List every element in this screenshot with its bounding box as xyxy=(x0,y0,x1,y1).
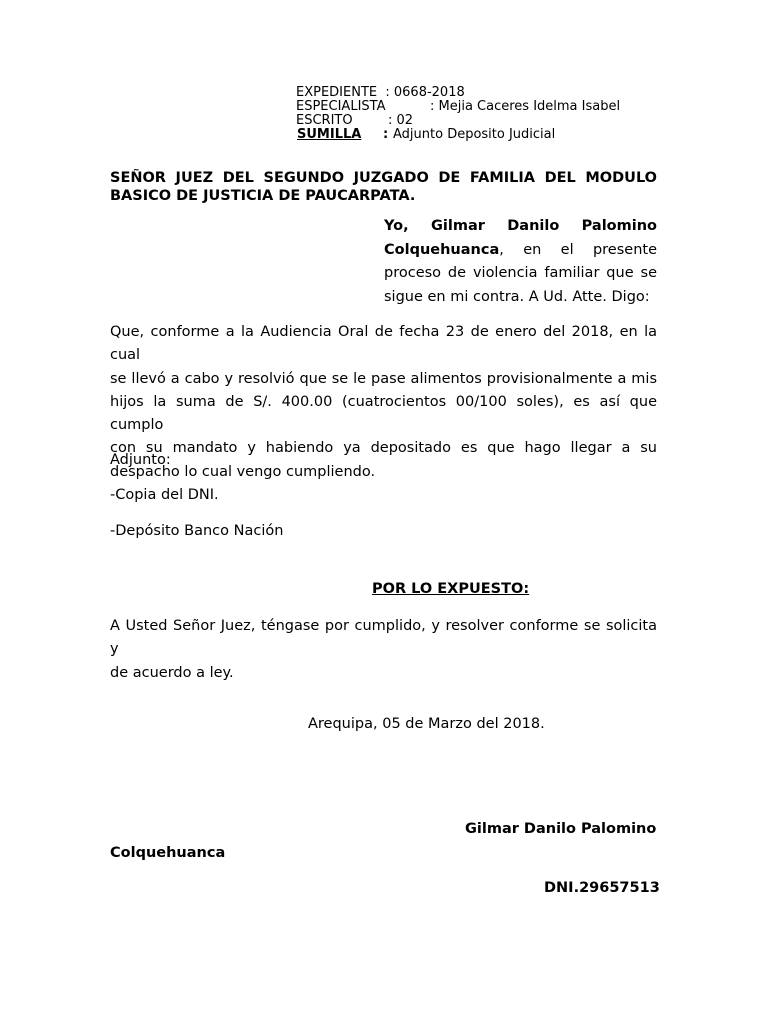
intro-line-4: sigue en mi contra. A Ud. Atte. Digo: xyxy=(384,288,650,305)
attachment-item-2: -Depósito Banco Nación xyxy=(110,523,284,539)
addressee-line-1 xyxy=(110,170,657,186)
body-line-3: hijos la suma de S/. 400.00 (cuatrocientos 00/100 soles), es así que cumplo xyxy=(110,393,657,434)
signature-name-line-2: Colquehuanca xyxy=(110,845,226,861)
signature-dni: DNI.29657513 xyxy=(544,880,660,896)
addressee-text-1: SEÑOR JUEZ DEL SEGUNDO JUZGADO DE FAMILIA DEL MODULO xyxy=(110,170,657,186)
intro-line-2-rest: , en el presente xyxy=(499,241,657,258)
closing-line-1: A Usted Señor Juez, téngase por cumplido, y resolver conforme se solicita y xyxy=(110,618,657,658)
intro-name-bold: Colquehuanca xyxy=(384,241,500,258)
body-line-5: despacho lo cual vengo cumpliendo. xyxy=(110,463,376,480)
escrito-label: ESCRITO xyxy=(296,113,353,128)
body-paragraph xyxy=(110,321,657,484)
especialista-label: ESPECIALISTA xyxy=(296,99,386,114)
sumilla-label: SUMILLA xyxy=(297,127,362,142)
addressee-line-2: BASICO DE JUSTICIA DE PAUCARPATA. xyxy=(110,188,416,204)
intro-line-1: Yo, Gilmar Danilo Palomino xyxy=(384,218,657,234)
place-date: Arequipa, 05 de Marzo del 2018. xyxy=(308,716,545,732)
body-line-2: se llevó a cabo y resolvió que se le pase alimentos provisionalmente a mis xyxy=(110,370,657,387)
intro-line-3: proceso de violencia familiar que se xyxy=(384,265,657,281)
body-line-1: Que, conforme a la Audiencia Oral de fecha 23 de enero del 2018, en la cual xyxy=(110,324,657,364)
intro-line-2 xyxy=(384,239,657,263)
sumilla-colon: : xyxy=(383,127,389,142)
closing-line-2: de acuerdo a ley. xyxy=(110,664,234,681)
sumilla-value: Adjunto Deposito Judicial xyxy=(393,127,556,142)
body-line-4: con su mandato y habiendo ya depositado es que hago llegar a su xyxy=(110,440,657,457)
especialista-value: : Mejia Caceres Idelma Isabel xyxy=(430,99,621,114)
attachments-label: Adjunto: xyxy=(110,452,171,468)
attachment-item-1: -Copia del DNI. xyxy=(110,487,219,503)
closing-paragraph xyxy=(110,615,657,685)
escrito-value: : 02 xyxy=(388,113,414,128)
expediente-line: EXPEDIENTE : 0668-2018 xyxy=(296,85,465,100)
signature-name-line-1: Gilmar Danilo Palomino xyxy=(465,821,657,837)
closing-heading: POR LO EXPUESTO: xyxy=(372,581,530,597)
intro-block xyxy=(384,215,657,309)
